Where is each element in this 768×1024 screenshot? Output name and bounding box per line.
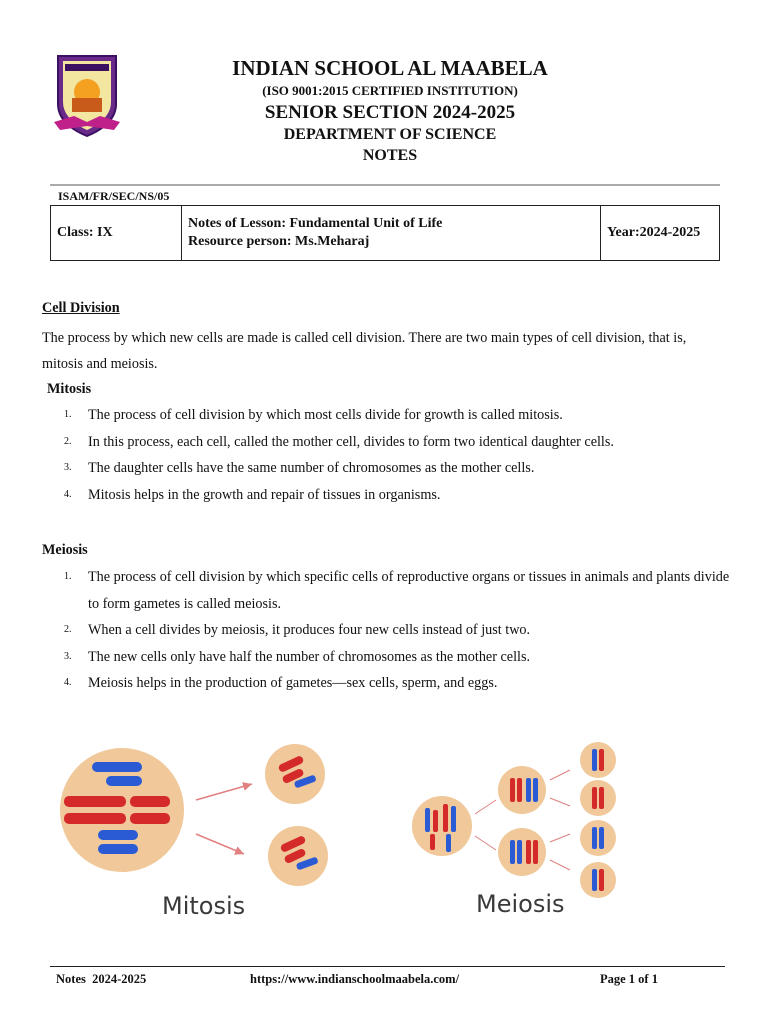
- year-value: Year:2024-2025: [607, 225, 701, 240]
- class-value: Class: IX: [57, 225, 113, 240]
- meiosis-list: [60, 564, 732, 697]
- meiosis-gamete-3: [580, 820, 616, 856]
- item-text: The process of cell division by which most cells divide for growth is called mitosis.: [88, 407, 563, 423]
- class-cell: [51, 206, 182, 261]
- list-item: [60, 402, 740, 429]
- meiosis-cell-2b: [498, 828, 546, 876]
- meiosis-gamete-1: [580, 742, 616, 778]
- section-title: SENIOR SECTION 2024-2025: [264, 102, 516, 123]
- mitosis-diagram-label: Mitosis: [162, 892, 246, 920]
- footer-page-number: Page 1 of 1: [600, 972, 658, 986]
- notes-title: NOTES: [362, 147, 418, 164]
- item-text: The process of cell division by which specific cells of reproductive organs or tissues in animals and plants divide to form gametes is called meiosis.: [88, 569, 730, 612]
- item-text: Mitosis helps in the growth and repair of tissues in organisms.: [88, 486, 441, 503]
- meiosis-gamete-4: [580, 862, 616, 898]
- list-item: [60, 564, 732, 617]
- lesson-info-table: [50, 205, 720, 261]
- mitosis-heading: Mitosis: [47, 381, 92, 397]
- mitosis-daughter-cell-top: [265, 744, 325, 804]
- cell-division-intro-line2: mitosis and meiosis.: [42, 356, 158, 372]
- item-text: The new cells only have half the number of chromosomes as the mother cells.: [88, 648, 531, 665]
- lesson-title: Notes of Lesson: Fundamental Unit of Life: [188, 216, 443, 231]
- item-number: 3.: [64, 462, 72, 473]
- meiosis-heading: Meiosis: [42, 542, 88, 558]
- department-title: DEPARTMENT OF SCIENCE: [283, 126, 497, 143]
- list-item: [60, 455, 740, 482]
- school-name: INDIAN SCHOOL AL MAABELA: [232, 56, 548, 80]
- mitosis-parent-cell: [60, 748, 184, 872]
- resource-person: Resource person: Ms.Meharaj: [188, 234, 370, 249]
- item-text: The daughter cells have the same number of chromosomes as the mother cells.: [88, 460, 535, 476]
- item-number: 3.: [64, 650, 72, 662]
- item-number: 4.: [64, 488, 72, 500]
- footer-divider: [50, 966, 725, 967]
- item-text: In this process, each cell, called the mother cell, divides to form two identical daughter cells.: [88, 433, 614, 450]
- list-item: [60, 617, 732, 644]
- document-code: ISAM/FR/SEC/NS/05: [58, 189, 170, 203]
- school-logo: [52, 52, 122, 140]
- mitosis-list: [60, 402, 740, 508]
- mitosis-daughter-cell-bottom: [268, 826, 328, 886]
- item-number: 1.: [64, 409, 72, 420]
- meiosis-diagram-label: Meiosis: [476, 890, 565, 918]
- lesson-cell: [182, 206, 601, 261]
- footer-left: Notes 2024-2025: [56, 972, 147, 986]
- item-text: Meiosis helps in the production of gametes—sex cells, sperm, and eggs.: [88, 675, 498, 691]
- iso-certification: (ISO 9001:2015 CERTIFIED INSTITUTION): [262, 83, 518, 98]
- list-item: [60, 482, 740, 509]
- cell-division-diagram: [50, 730, 670, 930]
- item-text: When a cell divides by meiosis, it produces four new cells instead of just two.: [88, 622, 531, 638]
- header-divider: [50, 184, 720, 186]
- item-number: 2.: [64, 435, 72, 447]
- item-number: 2.: [64, 624, 72, 635]
- meiosis-cell-2a: [498, 766, 546, 814]
- list-item: [60, 670, 732, 697]
- list-item: [60, 429, 740, 456]
- cell-division-heading: Cell Division: [42, 300, 120, 316]
- footer-website-link[interactable]: https://www.indianschoolmaabela.com/: [250, 972, 460, 986]
- meiosis-gamete-2: [580, 780, 616, 816]
- year-cell: [601, 206, 720, 261]
- item-number: 1.: [64, 571, 72, 582]
- cell-division-intro-line1: The process by which new cells are made is called cell division. There are two main types of cell division, that is,: [42, 330, 687, 346]
- item-number: 4.: [64, 677, 72, 688]
- list-item: [60, 644, 732, 671]
- meiosis-parent-cell: [412, 796, 472, 856]
